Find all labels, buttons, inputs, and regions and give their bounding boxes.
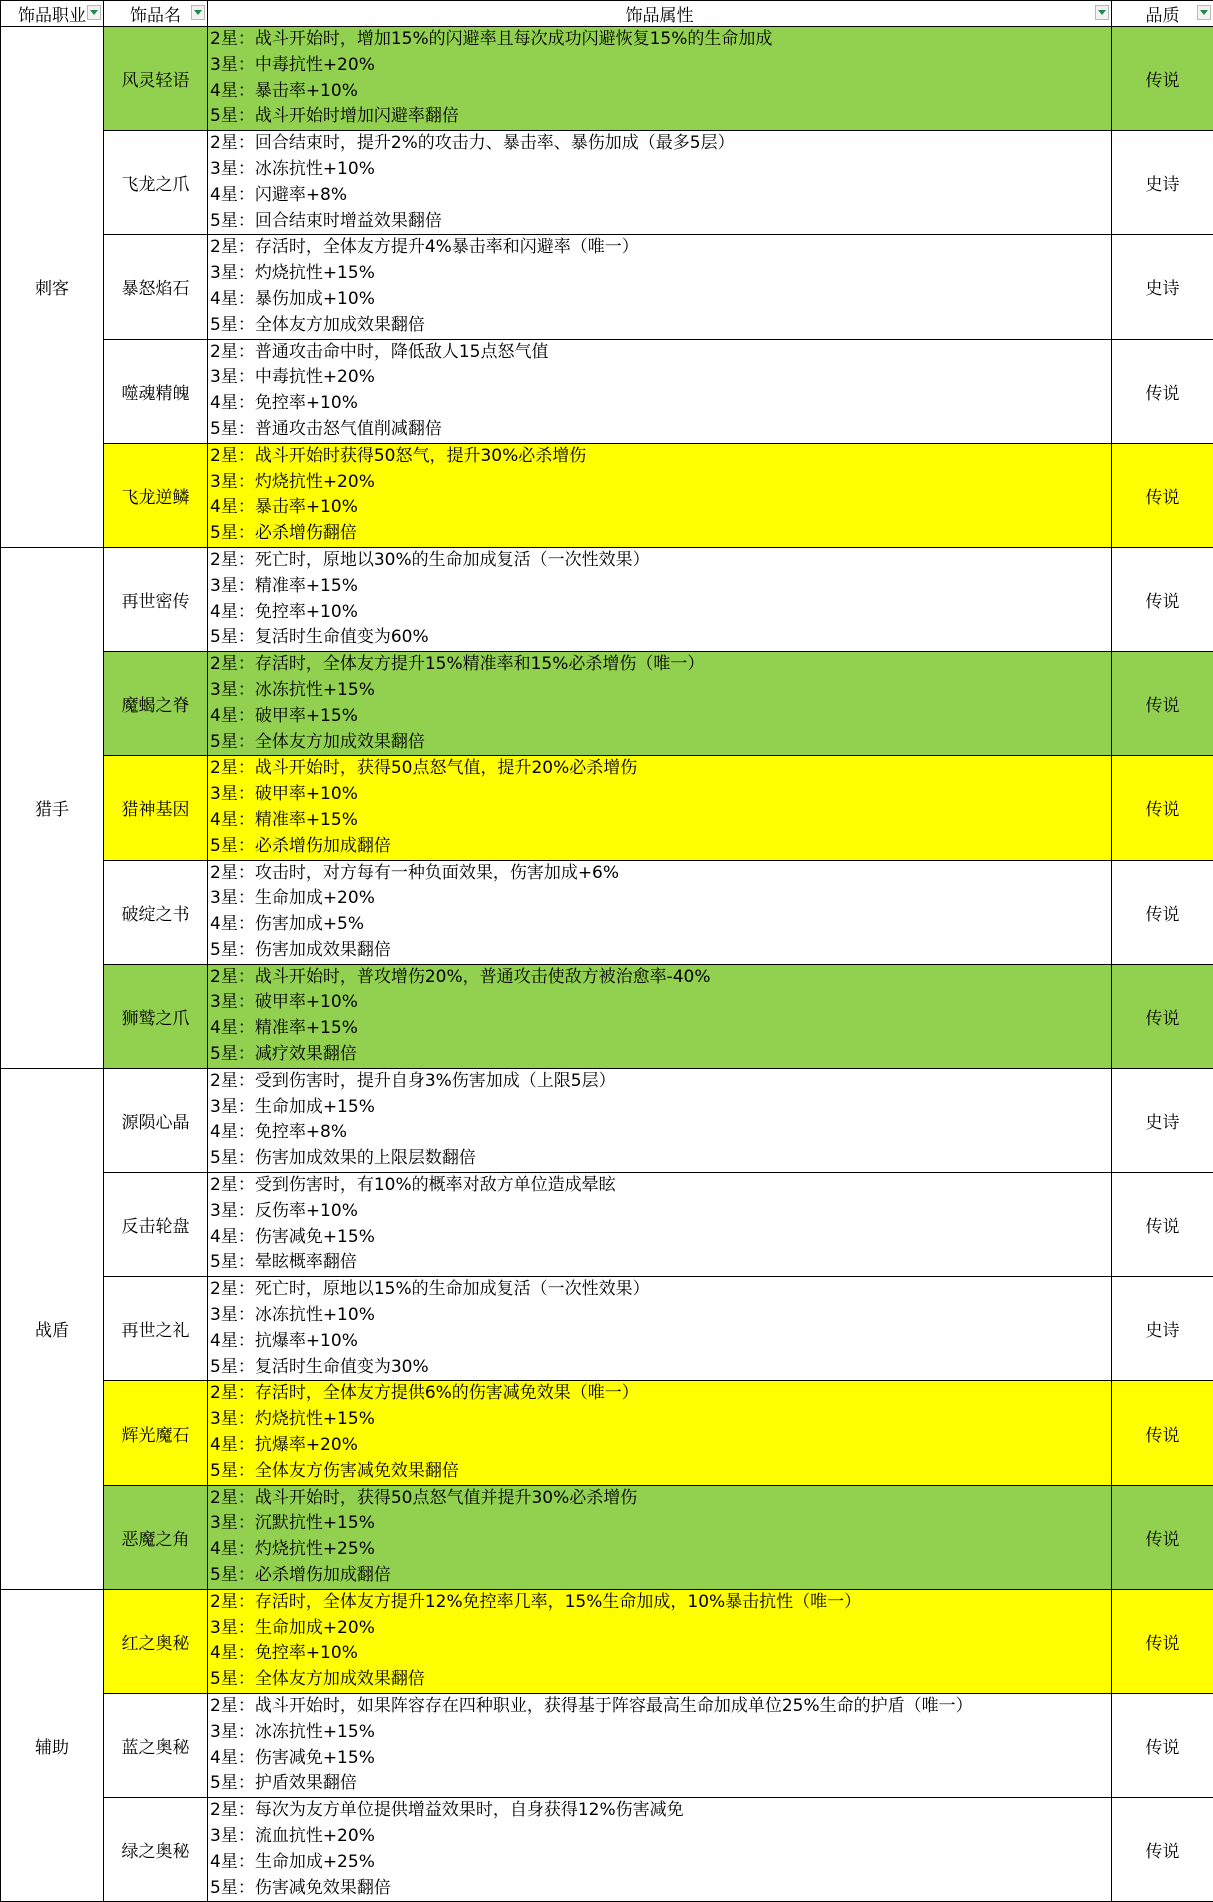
- attribute-line: 5星：普通攻击怒气值削减翻倍: [210, 417, 1111, 443]
- table-row: [1, 1068, 1213, 1172]
- attributes-cell[interactable]: [208, 1798, 1112, 1902]
- attribute-line: 5星：全体友方伤害减免效果翻倍: [210, 1459, 1111, 1485]
- attributes-cell[interactable]: [208, 1173, 1112, 1277]
- accessory-name-cell[interactable]: 再世之礼: [104, 1277, 208, 1381]
- quality-cell[interactable]: 传说: [1112, 1589, 1213, 1693]
- attribute-line: 5星：全体友方加成效果翻倍: [210, 1667, 1111, 1693]
- quality-cell[interactable]: 传说: [1112, 860, 1213, 964]
- quality-cell[interactable]: 传说: [1112, 652, 1213, 756]
- table-row: [1, 1798, 1213, 1902]
- attributes-cell[interactable]: [208, 27, 1112, 131]
- quality-cell[interactable]: 史诗: [1112, 235, 1213, 339]
- attribute-line: 5星：减疗效果翻倍: [210, 1042, 1111, 1068]
- attribute-line: 4星：抗爆率+20%: [210, 1433, 1111, 1459]
- attributes-cell[interactable]: [208, 652, 1112, 756]
- attribute-line: 5星：伤害减免效果翻倍: [210, 1876, 1111, 1902]
- attribute-line: 4星：伤害减免+15%: [210, 1746, 1111, 1772]
- attribute-line: 4星：破甲率+15%: [210, 704, 1111, 730]
- header-name: [104, 1, 208, 27]
- accessory-name-cell[interactable]: 噬魂精魄: [104, 339, 208, 443]
- quality-cell[interactable]: 传说: [1112, 339, 1213, 443]
- table-body: [1, 27, 1213, 1902]
- quality-cell[interactable]: 传说: [1112, 27, 1213, 131]
- accessory-name-cell[interactable]: 魔蝎之脊: [104, 652, 208, 756]
- attributes-cell[interactable]: [208, 756, 1112, 860]
- quality-cell[interactable]: 传说: [1112, 964, 1213, 1068]
- attribute-line: 4星：暴伤加成+10%: [210, 287, 1111, 313]
- attribute-line: 4星：闪避率+8%: [210, 183, 1111, 209]
- attribute-line: 4星：生命加成+25%: [210, 1850, 1111, 1876]
- attribute-line: 2星：死亡时，原地以30%的生命加成复活（一次性效果）: [210, 548, 1111, 574]
- attribute-line: 5星：战斗开始时增加闪避率翻倍: [210, 104, 1111, 130]
- attribute-line: 2星：战斗开始时获得50怒气，提升30%必杀增伤: [210, 444, 1111, 470]
- attribute-line: 2星：存活时，全体友方提供6%的伤害减免效果（唯一）: [210, 1381, 1111, 1407]
- attribute-line: 2星：战斗开始时，获得50点怒气值，提升20%必杀增伤: [210, 756, 1111, 782]
- table-row: [1, 547, 1213, 651]
- attribute-line: 3星：冰冻抗性+10%: [210, 157, 1111, 183]
- header-attributes-label: 饰品属性: [626, 6, 694, 26]
- attributes-cell[interactable]: [208, 1485, 1112, 1589]
- attribute-line: 2星：存活时，全体友方提升15%精准率和15%必杀增伤（唯一）: [210, 652, 1111, 678]
- table-row: [1, 443, 1213, 547]
- accessory-name-cell[interactable]: 恶魔之角: [104, 1485, 208, 1589]
- attribute-line: 5星：伤害加成效果翻倍: [210, 938, 1111, 964]
- attribute-line: 5星：晕眩概率翻倍: [210, 1250, 1111, 1276]
- quality-cell[interactable]: 传说: [1112, 1694, 1213, 1798]
- header-class-label: 饰品职业: [18, 6, 86, 26]
- attribute-line: 2星：受到伤害时，有10%的概率对敌方单位造成晕眩: [210, 1173, 1111, 1199]
- attribute-line: 5星：复活时生命值变为60%: [210, 625, 1111, 651]
- quality-cell[interactable]: 传说: [1112, 1173, 1213, 1277]
- attribute-line: 2星：战斗开始时，普攻增伤20%，普通攻击使敌方被治愈率-40%: [210, 965, 1111, 991]
- attribute-line: 2星：普通攻击命中时，降低敌人15点怒气值: [210, 340, 1111, 366]
- attribute-line: 4星：暴击率+10%: [210, 495, 1111, 521]
- header-quality-label: 品质: [1146, 6, 1180, 26]
- filter-dropdown-icon[interactable]: [1095, 5, 1109, 20]
- accessory-name-cell[interactable]: 源陨心晶: [104, 1068, 208, 1172]
- attribute-line: 4星：灼烧抗性+25%: [210, 1537, 1111, 1563]
- attribute-line: 2星：每次为友方单位提供增益效果时，自身获得12%伤害减免: [210, 1798, 1111, 1824]
- attribute-line: 3星：反伤率+10%: [210, 1199, 1111, 1225]
- attributes-cell[interactable]: [208, 235, 1112, 339]
- attributes-cell[interactable]: [208, 131, 1112, 235]
- attribute-line: 2星：战斗开始时，增加15%的闪避率且每次成功闪避恢复15%的生命加成: [210, 27, 1111, 53]
- attribute-line: 5星：必杀增伤加成翻倍: [210, 834, 1111, 860]
- attributes-cell[interactable]: [208, 1277, 1112, 1381]
- attribute-line: 3星：生命加成+20%: [210, 886, 1111, 912]
- header-attributes: [208, 1, 1112, 27]
- accessory-name-cell[interactable]: 反击轮盘: [104, 1173, 208, 1277]
- attribute-line: 3星：灼烧抗性+15%: [210, 261, 1111, 287]
- attribute-line: 4星：免控率+10%: [210, 1641, 1111, 1667]
- table-row: [1, 1277, 1213, 1381]
- table-row: [1, 1589, 1213, 1693]
- attribute-line: 3星：精准率+15%: [210, 574, 1111, 600]
- attribute-line: 5星：复活时生命值变为30%: [210, 1355, 1111, 1381]
- quality-cell[interactable]: 传说: [1112, 1381, 1213, 1485]
- quality-cell[interactable]: 史诗: [1112, 131, 1213, 235]
- attributes-cell[interactable]: [208, 1068, 1112, 1172]
- accessory-name-cell[interactable]: 蓝之奥秘: [104, 1694, 208, 1798]
- attribute-line: 3星：流血抗性+20%: [210, 1824, 1111, 1850]
- attributes-cell[interactable]: [208, 1589, 1112, 1693]
- accessory-name-cell[interactable]: 暴怒焰石: [104, 235, 208, 339]
- accessory-name-cell[interactable]: 飞龙逆鳞: [104, 443, 208, 547]
- attributes-cell[interactable]: [208, 1694, 1112, 1798]
- quality-cell[interactable]: 史诗: [1112, 1277, 1213, 1381]
- attribute-line: 4星：免控率+8%: [210, 1120, 1111, 1146]
- table-row: [1, 1173, 1213, 1277]
- quality-cell[interactable]: 传说: [1112, 1485, 1213, 1589]
- attribute-line: 2星：存活时，全体友方提升12%免控率几率，15%生命加成，10%暴击抗性（唯一）: [210, 1590, 1111, 1616]
- attribute-line: 2星：攻击时，对方每有一种负面效果，伤害加成+6%: [210, 861, 1111, 887]
- filter-dropdown-icon[interactable]: [191, 5, 205, 20]
- class-cell[interactable]: 辅助: [1, 1589, 104, 1902]
- accessory-name-cell[interactable]: 辉光魔石: [104, 1381, 208, 1485]
- accessory-name-cell[interactable]: 红之奥秘: [104, 1589, 208, 1693]
- attribute-line: 5星：必杀增伤加成翻倍: [210, 1563, 1111, 1589]
- quality-cell[interactable]: 史诗: [1112, 1068, 1213, 1172]
- attribute-line: 4星：免控率+10%: [210, 391, 1111, 417]
- attribute-line: 5星：护盾效果翻倍: [210, 1771, 1111, 1797]
- attribute-line: 4星：抗爆率+10%: [210, 1329, 1111, 1355]
- attribute-line: 4星：免控率+10%: [210, 600, 1111, 626]
- header-row: [1, 1, 1213, 27]
- header-quality: [1112, 1, 1213, 27]
- accessory-name-cell[interactable]: 风灵轻语: [104, 27, 208, 131]
- attribute-line: 4星：精准率+15%: [210, 1016, 1111, 1042]
- accessory-name-cell[interactable]: 绿之奥秘: [104, 1798, 208, 1902]
- class-cell[interactable]: 猎手: [1, 547, 104, 1068]
- attribute-line: 3星：中毒抗性+20%: [210, 365, 1111, 391]
- accessory-name-cell[interactable]: 再世密传: [104, 547, 208, 651]
- table-row: [1, 1485, 1213, 1589]
- class-cell[interactable]: 战盾: [1, 1068, 104, 1589]
- quality-cell[interactable]: 传说: [1112, 1798, 1213, 1902]
- attribute-line: 3星：生命加成+20%: [210, 1616, 1111, 1642]
- attribute-line: 3星：灼烧抗性+15%: [210, 1407, 1111, 1433]
- table-row: [1, 652, 1213, 756]
- filter-dropdown-icon[interactable]: [1197, 5, 1211, 20]
- quality-cell[interactable]: 传说: [1112, 547, 1213, 651]
- table-row: [1, 131, 1213, 235]
- header-class: [1, 1, 104, 27]
- attribute-line: 2星：回合结束时，提升2%的攻击力、暴击率、暴伤加成（最多5层）: [210, 131, 1111, 157]
- table-row: [1, 756, 1213, 860]
- attribute-line: 2星：战斗开始时，如果阵容存在四种职业，获得基于阵容最高生命加成单位25%生命的护盾（唯一）: [210, 1694, 1111, 1720]
- attribute-line: 2星：战斗开始时，获得50点怒气值并提升30%必杀增伤: [210, 1486, 1111, 1512]
- table-row: [1, 964, 1213, 1068]
- accessory-name-cell[interactable]: 狮鹫之爪: [104, 964, 208, 1068]
- class-cell[interactable]: 刺客: [1, 27, 104, 548]
- attribute-line: 4星：暴击率+10%: [210, 79, 1111, 105]
- attribute-line: 3星：沉默抗性+15%: [210, 1511, 1111, 1537]
- attribute-line: 3星：冰冻抗性+15%: [210, 678, 1111, 704]
- attribute-line: 2星：受到伤害时，提升自身3%伤害加成（上限5层）: [210, 1069, 1111, 1095]
- attributes-cell[interactable]: [208, 1381, 1112, 1485]
- attribute-line: 3星：破甲率+10%: [210, 990, 1111, 1016]
- attribute-line: 3星：中毒抗性+20%: [210, 53, 1111, 79]
- attributes-cell[interactable]: [208, 964, 1112, 1068]
- attribute-line: 2星：存活时，全体友方提升4%暴击率和闪避率（唯一）: [210, 235, 1111, 261]
- accessory-name-cell[interactable]: 猎神基因: [104, 756, 208, 860]
- table-row: [1, 339, 1213, 443]
- header-name-label: 饰品名: [130, 6, 181, 26]
- table-row: [1, 235, 1213, 339]
- attribute-line: 5星：回合结束时增益效果翻倍: [210, 209, 1111, 235]
- attribute-line: 5星：必杀增伤翻倍: [210, 521, 1111, 547]
- attribute-line: 3星：冰冻抗性+10%: [210, 1303, 1111, 1329]
- attribute-line: 3星：生命加成+15%: [210, 1095, 1111, 1121]
- attribute-line: 3星：灼烧抗性+20%: [210, 470, 1111, 496]
- attribute-line: 4星：精准率+15%: [210, 808, 1111, 834]
- quality-cell[interactable]: 传说: [1112, 756, 1213, 860]
- attribute-line: 5星：全体友方加成效果翻倍: [210, 730, 1111, 756]
- attributes-cell[interactable]: [208, 339, 1112, 443]
- attributes-cell[interactable]: [208, 860, 1112, 964]
- quality-cell[interactable]: 传说: [1112, 443, 1213, 547]
- table-row: [1, 1381, 1213, 1485]
- table-row: [1, 27, 1213, 131]
- attribute-line: 3星：冰冻抗性+15%: [210, 1720, 1111, 1746]
- attribute-line: 3星：破甲率+10%: [210, 782, 1111, 808]
- accessory-name-cell[interactable]: 飞龙之爪: [104, 131, 208, 235]
- table-row: [1, 860, 1213, 964]
- attributes-cell[interactable]: [208, 443, 1112, 547]
- table-row: [1, 1694, 1213, 1798]
- accessory-name-cell[interactable]: 破绽之书: [104, 860, 208, 964]
- attribute-line: 5星：全体友方加成效果翻倍: [210, 313, 1111, 339]
- attribute-line: 4星：伤害加成+5%: [210, 912, 1111, 938]
- attributes-cell[interactable]: [208, 547, 1112, 651]
- attribute-line: 2星：死亡时，原地以15%的生命加成复活（一次性效果）: [210, 1277, 1111, 1303]
- attribute-line: 5星：伤害加成效果的上限层数翻倍: [210, 1146, 1111, 1172]
- filter-dropdown-icon[interactable]: [87, 5, 101, 20]
- attribute-line: 4星：伤害减免+15%: [210, 1225, 1111, 1251]
